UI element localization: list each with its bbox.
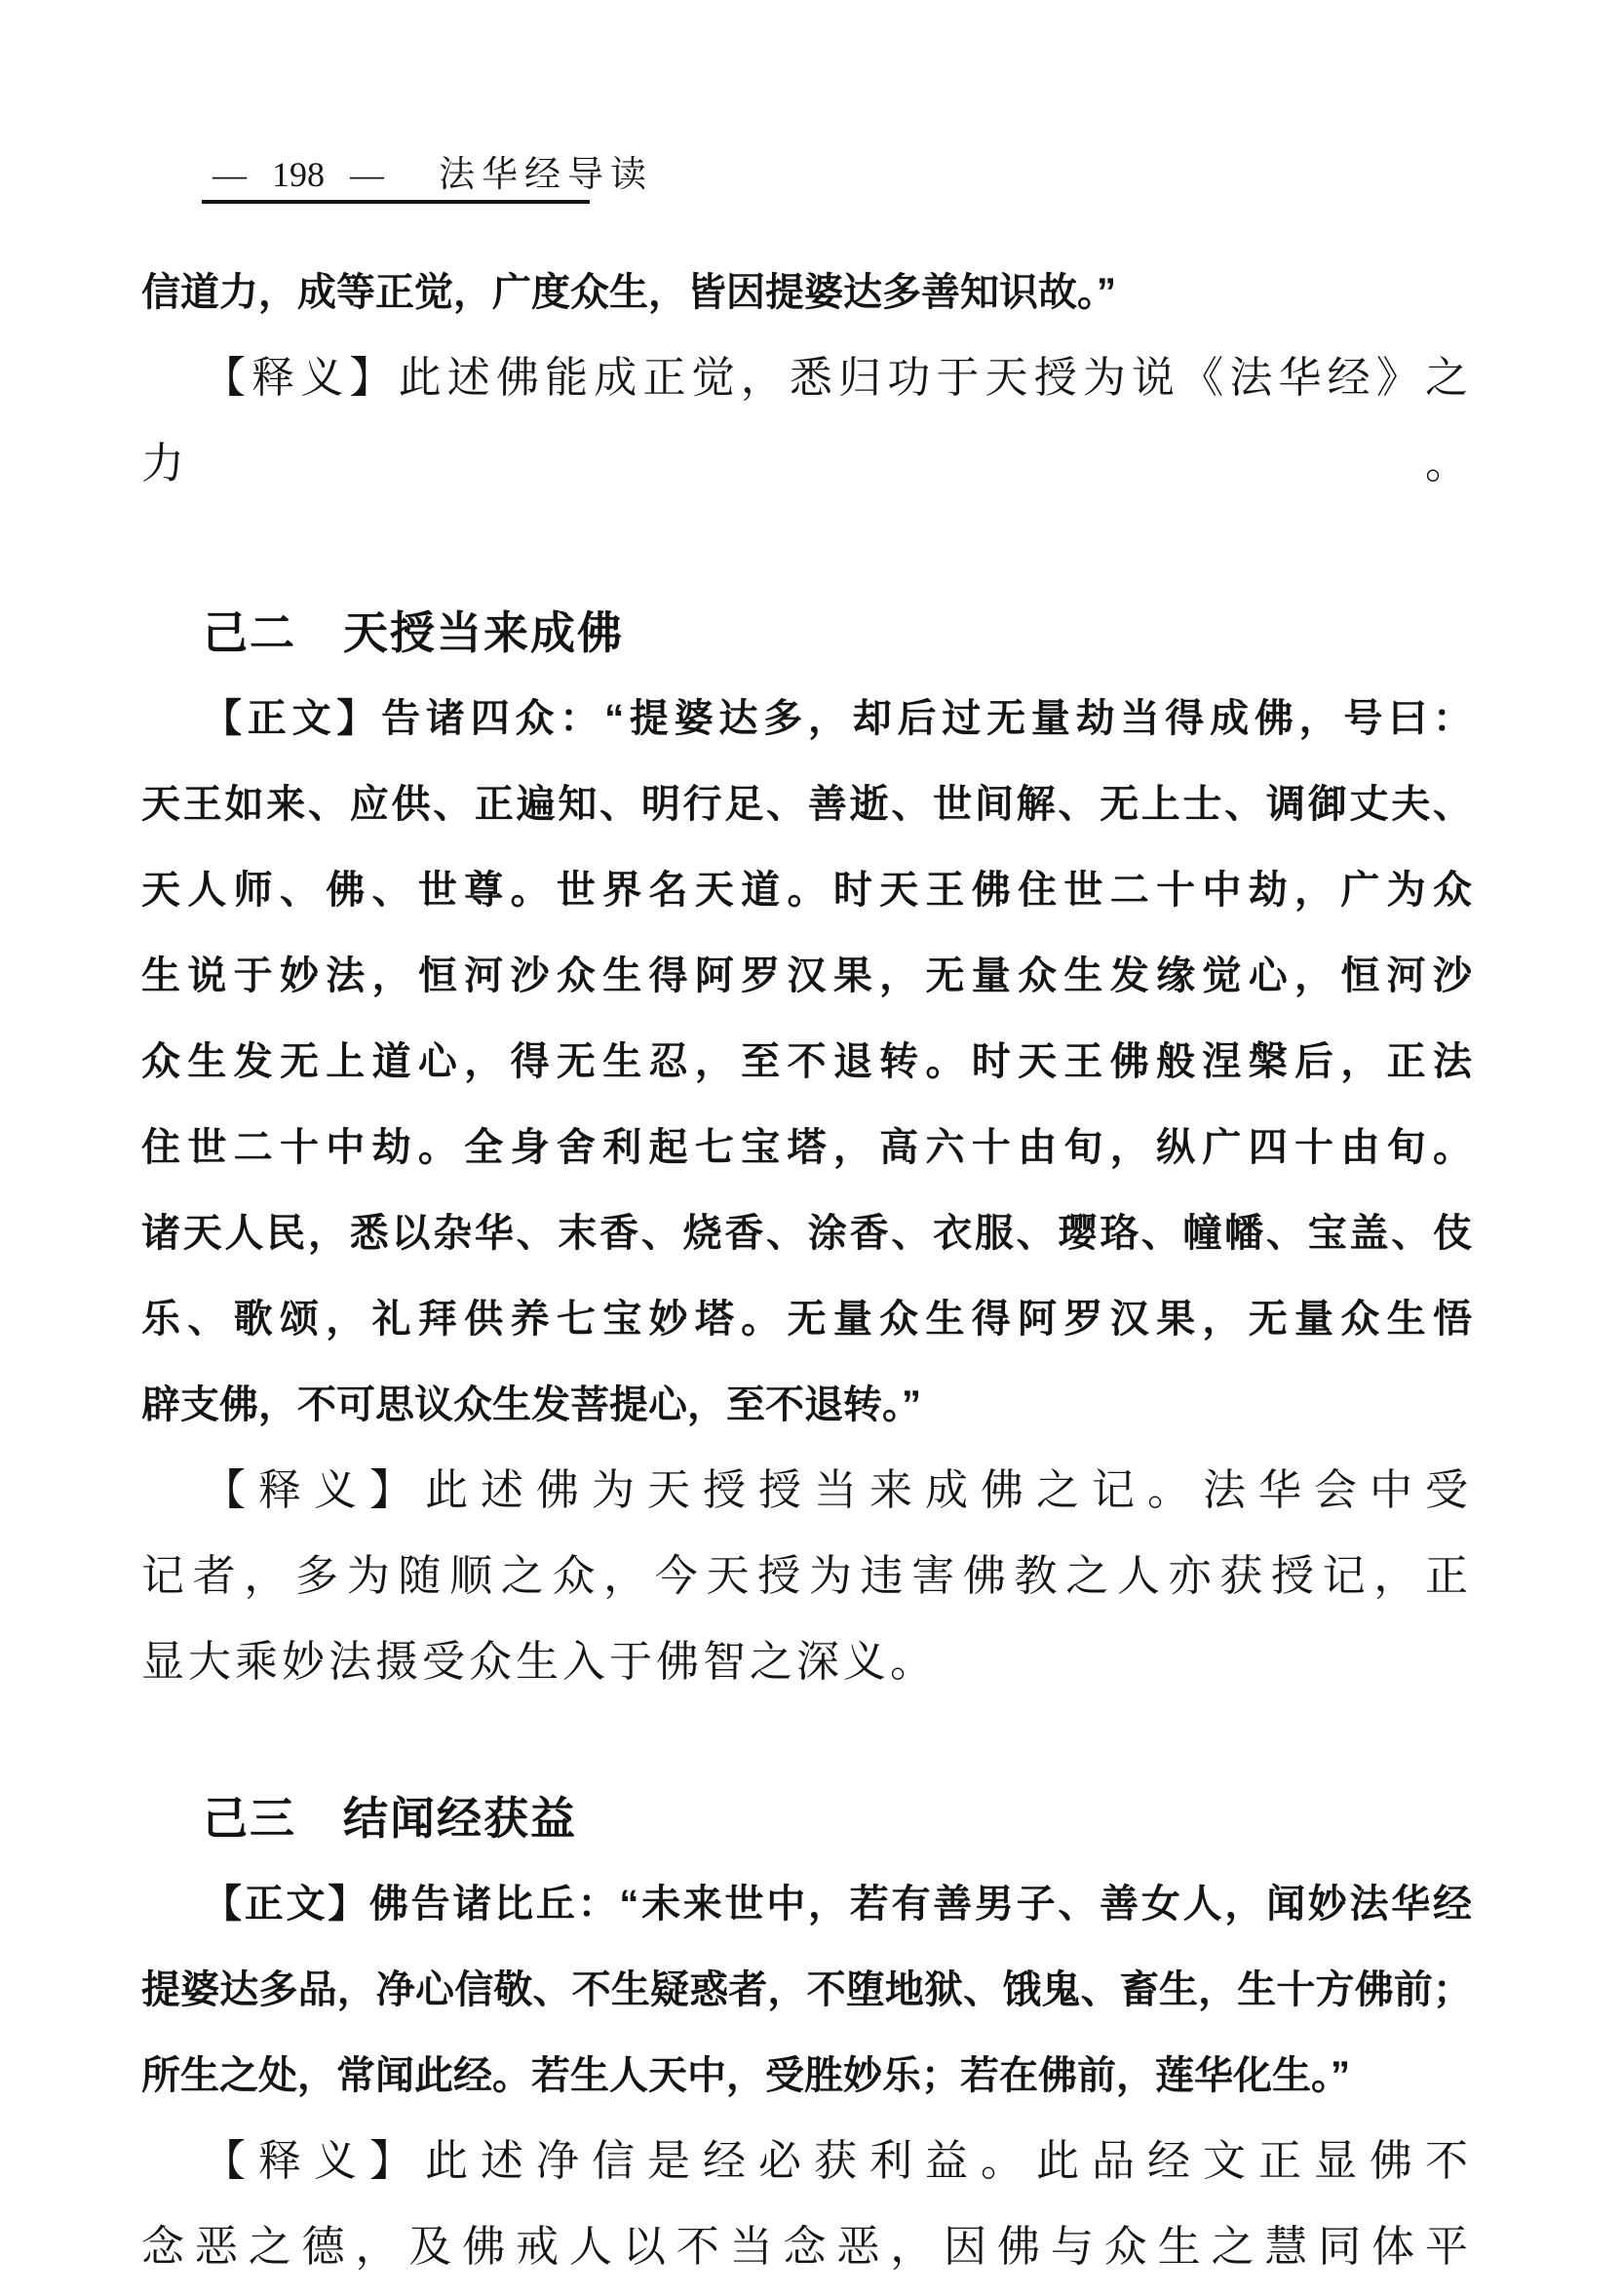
text-line: 【正文】告诸四众：“提婆达多，却后过无量劫当得成佛，号曰： [203,697,1472,740]
book-title: 法华经导读 [439,155,653,195]
page-header [212,144,653,197]
text-line: 辟支佛，不可思议众生发菩提心，至不退转。” [141,1383,921,1426]
text-line: 【释义】此述佛能成正觉，悉归功于天授为说《法华经》之力。 [141,354,1472,487]
section-heading: 己三 结闻经获益 [203,1793,577,1844]
page-content [141,250,1472,2290]
text-line: 生说于妙法，恒河沙众生得阿罗汉果，无量众生发缘觉心，恒河沙 [141,954,1472,997]
text-line: 【释义】此述净信是经必获利益。此品经文正显佛不 [203,2137,1472,2185]
text-line: 记者，多为随顺之众，今天授为违害佛教之人亦获授记，正 [141,1552,1472,1600]
text-line: 诸天人民，悉以杂华、末香、烧香、涂香、衣服、璎珞、幢幡、宝盖、伎 [141,1212,1472,1255]
text-line: 住世二十中劫。全身舍利起七宝塔，高六十由旬，纵广四十由旬。 [141,1126,1472,1169]
text-line: 【释义】此述佛为天授授当来成佛之记。法华会中受 [203,1466,1472,1514]
header-dash-left: — [212,156,247,194]
text-line: 【正文】佛告诸比丘：“未来世中，若有善男子、善女人，闻妙法华经 [203,1883,1472,1926]
text-line: 所生之处，常闻此经。若生人天中，受胜妙乐；若在佛前，莲华化生。” [141,2054,1350,2097]
text-line: 信道力，成等正觉，广度众生，皆因提婆达多善知识故。” [141,271,1116,314]
header-dash-right: — [350,156,384,194]
text-line: 众生发无上道心，得无生忍，至不退转。时天王佛般涅槃后，正法 [141,1040,1472,1083]
page-number: 198 [272,155,325,194]
text-line: 念恶之德，及佛戒人以不当念恶，因佛与众生之慧同体平 [141,2223,1472,2271]
text-line: 天人师、佛、世尊。世界名天道。时天王佛住世二十中劫，广为众 [141,869,1472,912]
text-line: 提婆达多品，净心信敬、不生疑惑者，不堕地狱、饿鬼、畜生，生十方佛前； [141,1968,1472,2011]
text-line: 显大乘妙法摄受众生入于佛智之深义。 [141,1638,937,1686]
text-line: 天王如来、应供、正遍知、明行足、善逝、世间解、无上士、调御丈夫、 [141,783,1472,826]
text-line: 乐、歌颂，礼拜供养七宝妙塔。无量众生得阿罗汉果，无量众生悟 [141,1298,1472,1341]
header-rule [202,200,590,204]
section-heading: 己二 天授当来成佛 [203,607,624,658]
